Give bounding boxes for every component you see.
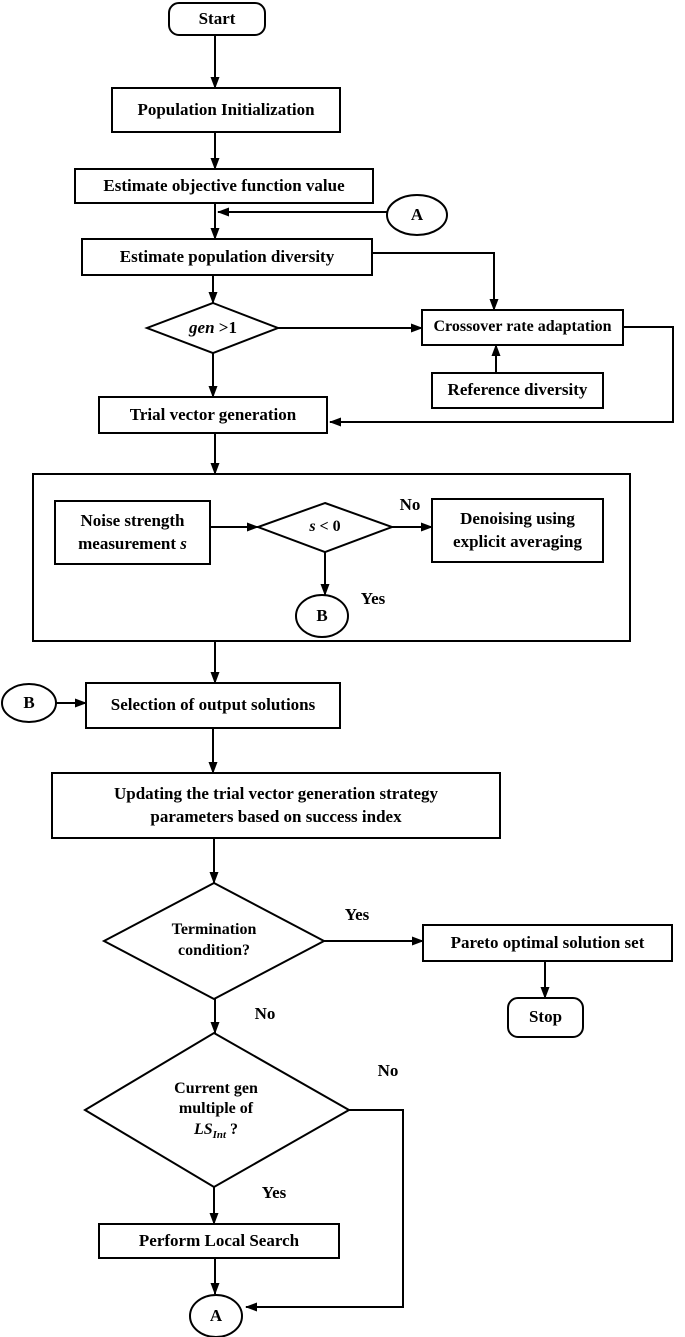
population-initialization-label: Population Initialization <box>137 99 315 119</box>
ls-suffix: ? <box>225 1121 238 1139</box>
ls-subscript: Int <box>212 1129 226 1142</box>
ls-decision-line1: Current gen <box>174 1079 258 1097</box>
updating-strategy-line1: Updating the trial vector generation strategy <box>113 784 439 804</box>
noise-decision-label <box>258 503 392 552</box>
connector-b-inner-label: B <box>316 605 328 625</box>
local-search-decision-label <box>116 1063 316 1158</box>
edge-label-noise-no: No <box>399 494 421 514</box>
gen-variable: gen <box>189 317 215 337</box>
noise-decision-condition: < 0 <box>315 518 341 536</box>
termination-line1: Termination <box>171 921 257 939</box>
noise-decision-text <box>309 517 340 538</box>
gen-condition: >1 <box>214 317 237 337</box>
connector-a-top-label: A <box>410 204 424 224</box>
noise-strength-line2-text: measurement <box>78 533 181 553</box>
connector-a-bottom-label: A <box>209 1305 223 1325</box>
estimate-objective-label: Estimate objective function value <box>103 175 345 195</box>
noise-strength-line1: Noise strength <box>80 511 185 531</box>
start-label: Start <box>198 8 236 28</box>
edge-label-local-search-no: No <box>377 1060 399 1080</box>
connector-b-left-label: B <box>23 692 35 712</box>
edge-label-noise-yes: Yes <box>360 588 386 608</box>
reference-diversity-label: Reference diversity <box>447 380 588 400</box>
gen-decision-label <box>147 303 279 353</box>
updating-strategy-label <box>52 773 500 838</box>
updating-strategy-line2: parameters based on success index <box>150 806 402 826</box>
edge-label-local-search-yes: Yes <box>261 1182 287 1202</box>
estimate-diversity-label: Estimate population diversity <box>119 246 335 266</box>
perform-local-search-label: Perform Local Search <box>138 1230 300 1250</box>
stop-label: Stop <box>528 1007 563 1027</box>
termination-decision-label <box>124 898 304 984</box>
ls-decision-line2: multiple of <box>178 1100 254 1118</box>
noise-strength-variable: s <box>180 533 187 553</box>
noise-decision-variable: s <box>309 518 316 536</box>
denoising-label <box>432 499 603 562</box>
crossover-adaptation-label: Crossover rate adaptation <box>433 318 612 336</box>
noise-strength-label <box>55 501 210 564</box>
termination-line2: condition? <box>177 942 250 959</box>
ls-variable: LS <box>194 1121 213 1139</box>
denoising-line2: explicit averaging <box>453 531 582 551</box>
ls-decision-line3 <box>194 1120 238 1142</box>
edge-label-termination-yes: Yes <box>344 904 370 924</box>
pareto-set-label: Pareto optimal solution set <box>450 932 645 952</box>
selection-output-label: Selection of output solutions <box>110 695 316 715</box>
noise-strength-line2 <box>78 533 187 555</box>
trial-vector-label: Trial vector generation <box>129 404 297 424</box>
gen-decision-text <box>189 317 237 339</box>
edge-label-termination-no: No <box>254 1003 276 1023</box>
denoising-line1: Denoising using <box>460 509 575 529</box>
edge-diversity-to-crossover <box>372 253 494 310</box>
